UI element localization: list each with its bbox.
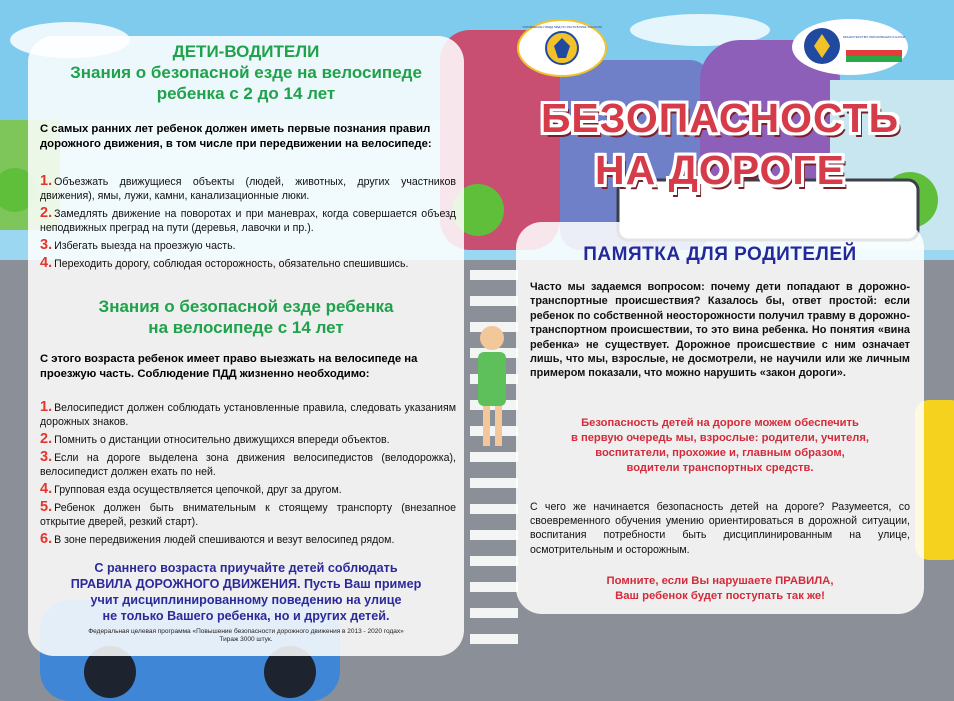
highlight-line: водители транспортных средств. <box>626 462 814 474</box>
closing-appeal <box>48 560 444 624</box>
item-number: 5. <box>40 499 53 515</box>
memo-paragraph-3: С чего же начинается безопасность детей на дороге? Разумеется, со своевременного обучения умению ориентироваться в дорожной ситуации, воспитания потребности быть дисциплинированным на улице, осмотрительным и осторожным. <box>530 501 910 556</box>
parents-memo-panel <box>516 222 924 614</box>
list-item <box>40 256 456 271</box>
ministry-logo-caption: МИНИСТЕРСТВО ОБРАЗОВАНИЯ И НАУКИ <box>842 35 906 39</box>
intro-paragraph-14-plus: С этого возраста ребенок имеет право выезжать на велосипеде на проезжую часть. Соблюдение ПДД жизненно необходимо: <box>40 353 418 380</box>
item-number: 4. <box>40 481 53 497</box>
item-text: Ребенок должен быть внимательным к стоящему транспорту (внезапное открытие дверей, резкий старт). <box>40 502 456 528</box>
closing-line: ПРАВИЛА ДОРОЖНОГО ДВИЖЕНИЯ. Пусть Ваш пример <box>70 577 422 591</box>
item-number: 2. <box>40 431 53 447</box>
memo-paragraph-1: Часто мы задаемся вопросом: почему дети попадают в дорожно-транспортные происшествия? Казалось бы, ответ простой: если ребенок по собственной неосторожности получил травму в дорожно-транспортном происшествии, то это вина ребенка. Но понятия «вина ребенка» не существует. Дорожное происшествие с ним означает лишь, что мы, взрослые, не досмотрели, не научили или же личным примером показали, что можно нарушить «закон дороги». <box>530 281 910 380</box>
footnote-line: Тираж 3000 штук. <box>219 636 273 643</box>
item-text: Если на дороге выделена зона движения велосипедистов (велодорожка), велосипедист должен ехать по ней. <box>40 452 456 478</box>
list-item <box>40 238 456 253</box>
memo-warning <box>530 574 910 604</box>
program-footnote <box>48 628 444 644</box>
warning-line: Помните, если Вы нарушаете ПРАВИЛА, <box>606 575 834 587</box>
item-text: Замедлять движение на поворотах и при маневрах, когда совершается объезд неподвижных преград на пути (деревья, лавочки и пр.). <box>40 208 456 234</box>
list-item <box>40 432 456 447</box>
highlight-line: в первую очередь мы, взрослые: родители, учителя, <box>570 432 870 444</box>
list-item <box>40 532 456 547</box>
memo-highlight-paragraph <box>530 416 910 476</box>
item-text: Избегать выезда на проезжую часть. <box>54 240 236 252</box>
warning-line: Ваш ребенок будет поступать так же! <box>615 590 825 602</box>
item-number: 4. <box>40 255 53 271</box>
bike-safety-2-14-heading <box>28 62 464 104</box>
heading-line: на велосипеде с 14 лет <box>148 318 344 337</box>
poster-title-line-2: НА ДОРОГЕ <box>595 147 845 193</box>
ministry-emblem-logo <box>790 16 910 78</box>
list-item <box>40 174 456 203</box>
item-text: Объезжать движущиеся объекты (людей, животных, других участников движения), ямы, лужи, камни, канализационные люки. <box>40 176 456 202</box>
list-item <box>40 206 456 235</box>
item-number: 1. <box>40 399 53 415</box>
gibdd-emblem-logo <box>516 18 608 78</box>
item-text: Групповая езда осуществляется цепочкой, друг за другом. <box>54 484 342 496</box>
children-drivers-heading: ДЕТИ-ВОДИТЕЛИ <box>172 42 320 61</box>
item-text: В зоне передвижения людей спешиваются и везут велосипед рядом. <box>54 534 395 546</box>
list-item <box>40 482 456 497</box>
item-text: Помнить о дистанции относительно движущихся впереди объектов. <box>54 434 390 446</box>
item-number: 2. <box>40 205 53 221</box>
list-item <box>40 400 456 429</box>
highlight-line: Безопасность детей на дороге можем обеспечить <box>581 417 859 429</box>
closing-line: С раннего возраста приучайте детей соблюдать <box>94 561 398 575</box>
list-item <box>40 500 456 529</box>
rules-list-14-plus <box>40 400 456 550</box>
highlight-line: воспитатели, прохожие и, главным образом, <box>595 447 845 459</box>
gibdd-logo-caption: УПРАВЛЕНИЕ ГИБДД МВД ПО РЕСПУБЛИКЕ ХАКАСИЯ <box>522 25 602 29</box>
children-cyclists-panel <box>28 36 464 656</box>
poster-title <box>530 92 910 196</box>
item-number: 1. <box>40 173 53 189</box>
bike-safety-14-plus-heading <box>28 296 464 338</box>
heading-line: ребенка с 2 до 14 лет <box>156 84 336 103</box>
parents-memo-title: ПАМЯТКА ДЛЯ РОДИТЕЛЕЙ <box>583 244 857 265</box>
item-text: Переходить дорогу, соблюдая осторожность, обязательно спешившись. <box>54 258 409 270</box>
list-item <box>40 450 456 479</box>
closing-line: учит дисциплинированному поведению на улице <box>90 593 402 607</box>
item-text: Велосипедист должен соблюдать установленные правила, следовать указаниям дорожных знаков. <box>40 402 456 428</box>
rules-list-2-14 <box>40 174 456 274</box>
item-number: 6. <box>40 531 53 547</box>
heading-line: Знания о безопасной езде ребенка <box>98 297 394 316</box>
item-number: 3. <box>40 449 53 465</box>
closing-line: не только Вашего ребенка, но и других детей. <box>102 609 390 623</box>
poster-title-line-1: БЕЗОПАСНОСТЬ <box>540 95 900 141</box>
intro-paragraph: С самых ранних лет ребенок должен иметь первые познания правил дорожного движения, в том числе при передвижении на велосипеде: <box>40 123 432 150</box>
footnote-line: Федеральная целевая программа «Повышение безопасности дорожного движения в 2013 - 2020 годах» <box>88 628 404 635</box>
heading-line: Знания о безопасной езде на велосипеде <box>70 63 422 82</box>
item-number: 3. <box>40 237 53 253</box>
